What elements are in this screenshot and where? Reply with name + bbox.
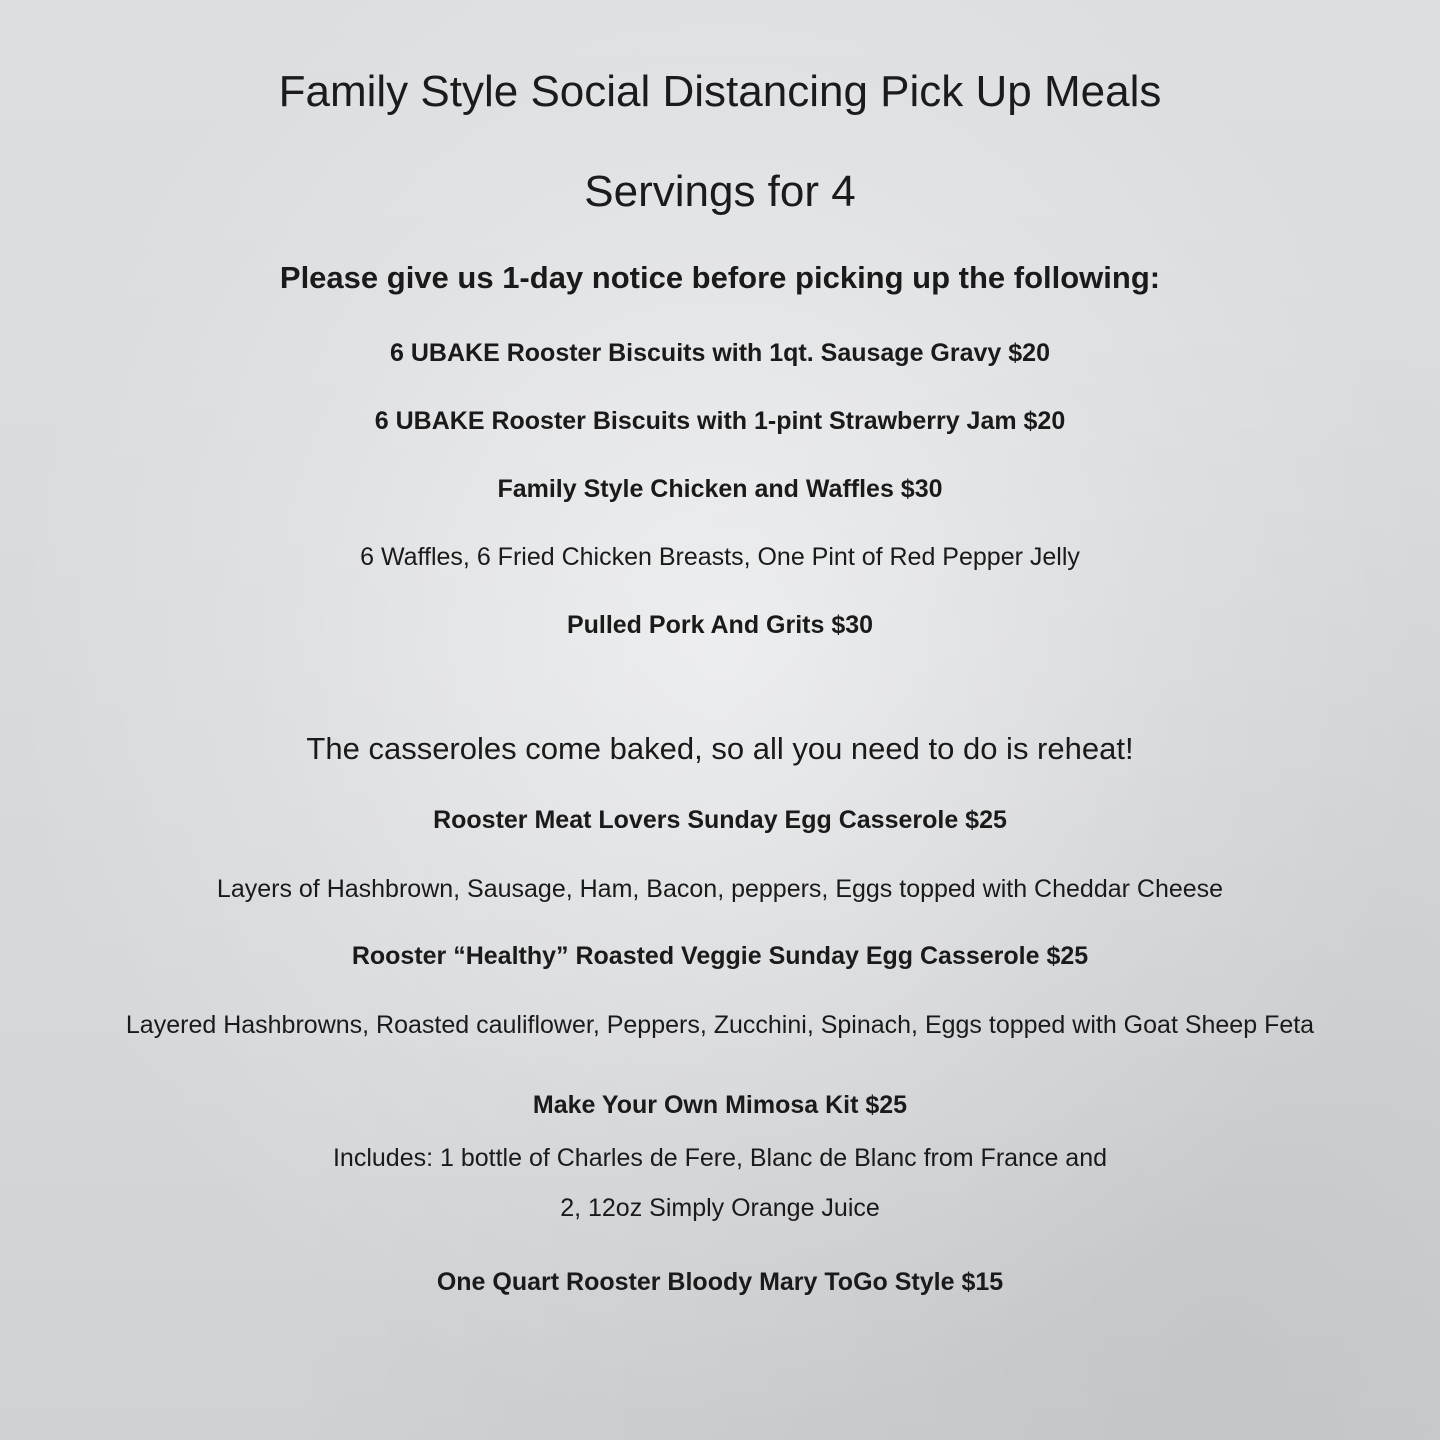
menu-item-sausage-gravy-biscuits: 6 UBAKE Rooster Biscuits with 1qt. Sausage Gravy $20 (390, 339, 1050, 367)
menu-item-bloody-mary: One Quart Rooster Bloody Mary ToGo Style $15 (436, 1268, 1004, 1296)
menu-item-veggie-casserole: Rooster “Healthy” Roasted Veggie Sunday Egg Casserole $25 (351, 942, 1089, 970)
notice-text: Please give us 1-day notice before picking up the following: (279, 260, 1161, 295)
menu-item-mimosa-kit-description-line-1: Includes: 1 bottle of Charles de Fere, Blanc de Blanc from France and (332, 1144, 1108, 1172)
menu-item-mimosa-kit: Make Your Own Mimosa Kit $25 (532, 1091, 908, 1119)
menu-item-strawberry-jam-biscuits: 6 UBAKE Rooster Biscuits with 1-pint Strawberry Jam $20 (374, 407, 1066, 435)
menu-item-meat-lovers-casserole-description: Layers of Hashbrown, Sausage, Ham, Bacon, peppers, Eggs topped with Cheddar Cheese (216, 875, 1224, 903)
menu-item-veggie-casserole-description: Layered Hashbrowns, Roasted cauliflower, Peppers, Zucchini, Spinach, Eggs topped with Goat Sheep Feta (125, 1011, 1315, 1039)
menu-item-meat-lovers-casserole: Rooster Meat Lovers Sunday Egg Casserole $25 (433, 806, 1007, 834)
casserole-intro: The casseroles come baked, so all you need to do is reheat! (306, 731, 1134, 766)
menu-item-mimosa-kit-description-line-2: 2, 12oz Simply Orange Juice (560, 1194, 880, 1222)
page-subtitle: Servings for 4 (584, 167, 856, 216)
menu-item-pulled-pork-and-grits: Pulled Pork And Grits $30 (566, 611, 874, 639)
page-title: Family Style Social Distancing Pick Up Meals (278, 67, 1162, 116)
menu-item-chicken-and-waffles-description: 6 Waffles, 6 Fried Chicken Breasts, One Pint of Red Pepper Jelly (360, 543, 1080, 571)
menu-item-chicken-and-waffles: Family Style Chicken and Waffles $30 (497, 475, 943, 503)
